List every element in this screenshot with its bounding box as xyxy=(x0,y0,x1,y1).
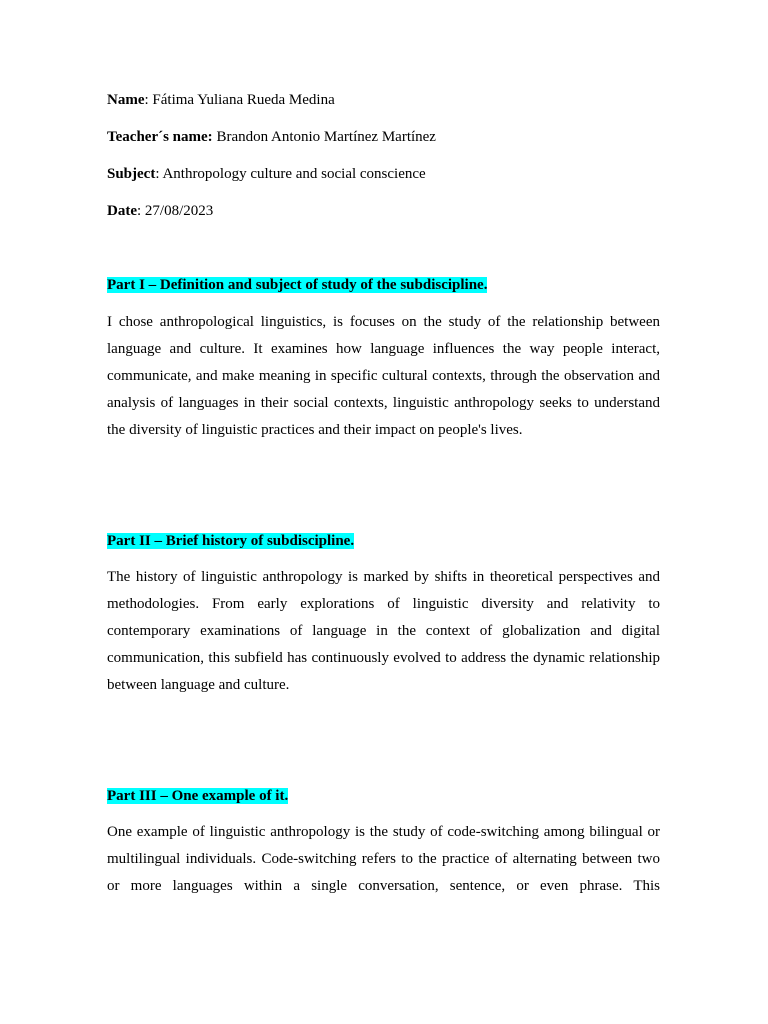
section-heading-text: Part I – Definition and subject of study of the subdiscipline. xyxy=(107,277,488,293)
section-heading-part-2 xyxy=(107,531,354,551)
section-paragraph-part-2 xyxy=(107,564,660,699)
name-value: Fátima Yuliana Rueda Medina xyxy=(152,92,335,108)
paragraph-line: One example of linguistic anthropology is the study of code-switching among bilingual or xyxy=(107,824,660,840)
date-label: Date xyxy=(107,203,137,219)
paragraph-line: methodologies. From early explorations of linguistic diversity and relativity to xyxy=(107,596,660,612)
subject-separator: : xyxy=(155,166,163,182)
teacher-name-line xyxy=(107,127,667,147)
date-separator: : xyxy=(137,203,145,219)
paragraph-line: contemporary examinations of language in the context of globalization and digital xyxy=(107,623,660,639)
paragraph-line: analysis of languages in their social contexts, linguistic anthropology seeks to understand xyxy=(107,395,660,411)
subject-label: Subject xyxy=(107,166,156,182)
paragraph-line: I chose anthropological linguistics, is focuses on the study of the relationship between xyxy=(107,314,660,330)
paragraph-line: between language and culture. xyxy=(107,677,290,693)
paragraph-line: The history of linguistic anthropology is marked by shifts in theoretical perspectives and xyxy=(107,569,660,585)
date-line xyxy=(107,201,667,221)
section-heading-part-1 xyxy=(107,275,487,295)
section-heading-text: Part III – One example of it. xyxy=(107,788,289,804)
paragraph-line: the diversity of linguistic practices and their impact on people's lives. xyxy=(107,422,523,438)
subject-value: Anthropology culture and social conscience xyxy=(162,166,426,182)
section-paragraph-part-3 xyxy=(107,819,660,900)
teacher-value: Brandon Antonio Martínez Martínez xyxy=(212,129,436,145)
name-label: Name xyxy=(107,92,145,108)
section-paragraph-part-1 xyxy=(107,309,660,444)
paragraph-line: or more languages within a single conversation, sentence, or even phrase. This xyxy=(107,878,660,894)
subject-line xyxy=(107,164,667,184)
date-value: 27/08/2023 xyxy=(144,203,214,219)
section-heading-text: Part II – Brief history of subdiscipline. xyxy=(107,533,355,549)
teacher-label: Teacher´s name: xyxy=(107,129,213,145)
paragraph-line: communication, this subfield has continuously evolved to address the dynamic relationship xyxy=(107,650,660,666)
paragraph-line: multilingual individuals. Code-switching refers to the practice of alternating between two xyxy=(107,851,660,867)
student-name-line xyxy=(107,90,667,110)
section-heading-part-3 xyxy=(107,786,288,806)
name-separator: : xyxy=(144,92,153,108)
paragraph-line: communicate, and make meaning in specific cultural contexts, through the observation and xyxy=(107,368,660,384)
paragraph-line: language and culture. It examines how language influences the way people interact, xyxy=(107,341,660,357)
